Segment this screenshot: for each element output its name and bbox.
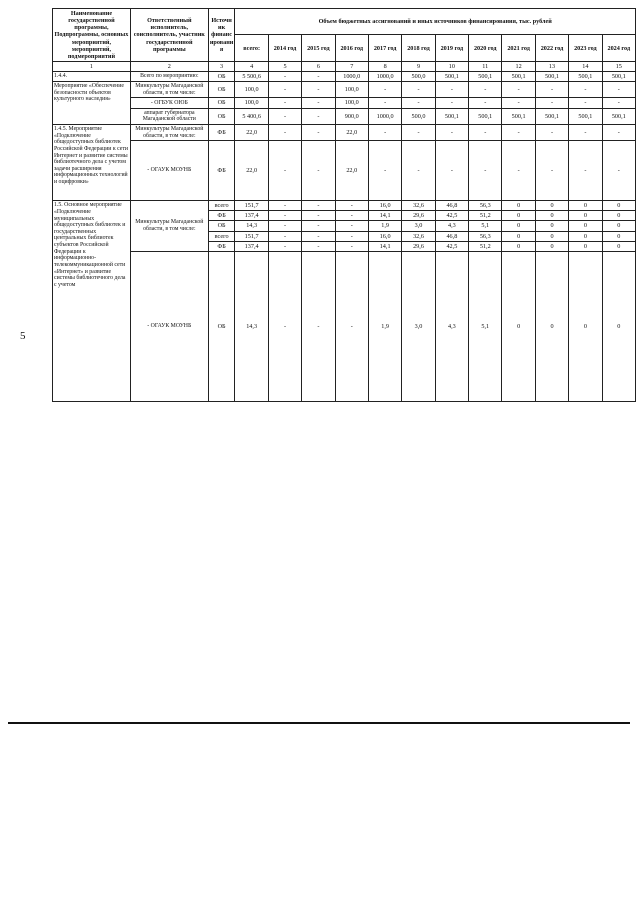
value-cell: 500,1 <box>569 108 602 124</box>
row-source: ОБ <box>208 82 235 98</box>
value-cell: - <box>502 124 535 140</box>
value-cell: 42,5 <box>435 211 468 221</box>
value-cell: - <box>402 124 435 140</box>
row-responsible: - ОГАУК МОУНБ <box>130 141 208 201</box>
value-cell: - <box>502 141 535 201</box>
value-cell: - <box>335 221 368 231</box>
row-code: 1.4.4. <box>53 72 131 82</box>
funding-table-container <box>52 8 636 402</box>
value-cell: 14,3 <box>235 251 268 401</box>
value-cell: - <box>368 124 401 140</box>
header-source: Источник финансирования <box>208 9 235 62</box>
value-cell: - <box>302 108 335 124</box>
header-row <box>53 9 636 35</box>
value-cell: - <box>302 211 335 221</box>
value-cell: 0 <box>569 241 602 251</box>
value-cell: - <box>435 141 468 201</box>
value-cell: 16,0 <box>368 201 401 211</box>
value-cell: 0 <box>535 231 568 241</box>
header-funding: Объем бюджетных ассигнований и иных источников финансирования, тыс. рублей <box>235 9 636 35</box>
row-responsible: - ОГБУК ОЮБ <box>130 98 208 108</box>
value-cell: - <box>535 141 568 201</box>
value-cell: 100,0 <box>335 98 368 108</box>
value-cell: 5,1 <box>469 221 502 231</box>
value-cell: 137,4 <box>235 211 268 221</box>
table-row <box>53 72 636 82</box>
table-row <box>53 251 636 401</box>
column-number: 3 <box>208 61 235 71</box>
value-cell: - <box>268 141 301 201</box>
value-cell: 5,1 <box>469 251 502 401</box>
row-name: Мероприятие «Обеспечение безопасности объектов культурного наследия» <box>53 82 131 125</box>
value-cell: 22,0 <box>235 124 268 140</box>
row-source: ОБ <box>208 251 235 401</box>
value-cell: - <box>402 141 435 201</box>
value-cell: - <box>302 98 335 108</box>
value-cell: - <box>268 211 301 221</box>
row-source: ОБ <box>208 221 235 231</box>
row-name: 1.4.5. Мероприятие «Подключение общедоступных библиотек Российской Федерации к сети Интернет и развитие системы библиотечного дела с учетом задачи расширения информационных технологий и оцифровки» <box>53 124 131 200</box>
value-cell: 0 <box>502 241 535 251</box>
column-number: 1 <box>53 61 131 71</box>
value-cell: - <box>402 98 435 108</box>
table-row <box>53 98 636 108</box>
value-cell: 56,3 <box>469 231 502 241</box>
value-cell: 500,0 <box>402 108 435 124</box>
row-source: ФБ <box>208 241 235 251</box>
value-cell: - <box>535 124 568 140</box>
value-cell: - <box>268 82 301 98</box>
value-cell: 500,1 <box>435 72 468 82</box>
value-cell: - <box>535 98 568 108</box>
row-responsible: аппарат губернатора Магаданской области <box>130 108 208 124</box>
column-number: 4 <box>235 61 268 71</box>
value-cell: 0 <box>535 251 568 401</box>
value-cell: - <box>535 82 568 98</box>
row-responsible: Минкультуры Магаданской области, в том числе: <box>130 82 208 98</box>
header-year: 2016 год <box>335 35 368 61</box>
value-cell: 500,1 <box>602 108 635 124</box>
header-year: 2015 год <box>302 35 335 61</box>
value-cell: 151,7 <box>235 201 268 211</box>
value-cell: - <box>302 201 335 211</box>
value-cell: 0 <box>535 221 568 231</box>
column-number-row <box>53 61 636 71</box>
value-cell: - <box>302 241 335 251</box>
header-year: 2019 год <box>435 35 468 61</box>
value-cell: - <box>435 98 468 108</box>
row-responsible: - ОГАУК МОУНБ <box>130 251 208 401</box>
value-cell: 42,5 <box>435 241 468 251</box>
value-cell: 100,0 <box>335 82 368 98</box>
value-cell: - <box>435 82 468 98</box>
column-number: 11 <box>469 61 502 71</box>
value-cell: - <box>302 141 335 201</box>
column-number: 5 <box>268 61 301 71</box>
value-cell: 0 <box>535 201 568 211</box>
column-number: 10 <box>435 61 468 71</box>
value-cell: - <box>302 221 335 231</box>
value-cell: - <box>469 82 502 98</box>
column-number: 14 <box>569 61 602 71</box>
row-responsible: Минкультуры Магаданской области, в том числе: <box>130 124 208 140</box>
value-cell: 151,7 <box>235 231 268 241</box>
value-cell: 0 <box>569 211 602 221</box>
row-source: ФБ <box>208 211 235 221</box>
value-cell: 500,1 <box>502 72 535 82</box>
value-cell: 0 <box>602 231 635 241</box>
value-cell: 500,1 <box>435 108 468 124</box>
value-cell: 4,3 <box>435 251 468 401</box>
page-number: 5 <box>20 330 26 342</box>
value-cell: - <box>569 82 602 98</box>
value-cell: - <box>302 82 335 98</box>
header-year: 2017 год <box>368 35 401 61</box>
value-cell: 0 <box>502 231 535 241</box>
value-cell: 0 <box>502 221 535 231</box>
value-cell: 0 <box>602 211 635 221</box>
header-year: 2018 год <box>402 35 435 61</box>
value-cell: 1000,0 <box>368 108 401 124</box>
value-cell: 100,0 <box>235 98 268 108</box>
row-source: всего <box>208 231 235 241</box>
value-cell: 0 <box>602 241 635 251</box>
value-cell: - <box>602 82 635 98</box>
header-total: всего: <box>235 35 268 61</box>
value-cell: 32,6 <box>402 201 435 211</box>
value-cell: 51,2 <box>469 241 502 251</box>
value-cell: 3,0 <box>402 251 435 401</box>
column-number: 7 <box>335 61 368 71</box>
value-cell: 0 <box>602 221 635 231</box>
funding-table <box>52 8 636 402</box>
value-cell: - <box>302 251 335 401</box>
table-row <box>53 201 636 211</box>
header-year: 2023 год <box>569 35 602 61</box>
column-number: 2 <box>130 61 208 71</box>
value-cell: 137,4 <box>235 241 268 251</box>
value-cell: 500,0 <box>402 72 435 82</box>
row-source: ОБ <box>208 72 235 82</box>
value-cell: 29,6 <box>402 211 435 221</box>
value-cell: - <box>302 231 335 241</box>
value-cell: 500,1 <box>535 72 568 82</box>
value-cell: - <box>302 124 335 140</box>
value-cell: 0 <box>569 201 602 211</box>
table-row <box>53 141 636 201</box>
value-cell: 14,3 <box>235 221 268 231</box>
column-number: 12 <box>502 61 535 71</box>
value-cell: - <box>569 124 602 140</box>
value-cell: - <box>368 141 401 201</box>
value-cell: 500,1 <box>469 72 502 82</box>
value-cell: 46,8 <box>435 231 468 241</box>
value-cell: - <box>268 221 301 231</box>
value-cell: 0 <box>569 231 602 241</box>
value-cell: 1000,0 <box>368 72 401 82</box>
value-cell: 0 <box>535 211 568 221</box>
value-cell: 14,1 <box>368 211 401 221</box>
header-name: Наименование государственной программы, Подпрограммы, основных мероприятий, мероприятий, подмероприятий <box>53 9 131 62</box>
value-cell: 100,0 <box>235 82 268 98</box>
value-cell: 0 <box>502 251 535 401</box>
value-cell: 500,1 <box>602 72 635 82</box>
value-cell: - <box>602 98 635 108</box>
value-cell: - <box>268 241 301 251</box>
value-cell: - <box>469 141 502 201</box>
value-cell: 500,1 <box>569 72 602 82</box>
column-number: 6 <box>302 61 335 71</box>
value-cell: - <box>268 201 301 211</box>
value-cell: - <box>368 98 401 108</box>
value-cell: 46,8 <box>435 201 468 211</box>
value-cell: 0 <box>502 201 535 211</box>
value-cell: - <box>268 231 301 241</box>
table-body <box>53 72 636 402</box>
row-source: ФБ <box>208 124 235 140</box>
row-responsible: Всего по мероприятию: <box>130 72 208 82</box>
header-year: 2020 год <box>469 35 502 61</box>
row-name: 1.5. Основное мероприятие «Подключение муниципальных общедоступных библиотек и государственных центральных библиотек субъектов Российской Федерации к информационно-телекоммуникационной сети «Интернет» и развитие системы библиотечного дела с учетом <box>53 201 131 402</box>
value-cell: 51,2 <box>469 211 502 221</box>
row-source: всего <box>208 201 235 211</box>
value-cell: 16,0 <box>368 231 401 241</box>
column-number: 9 <box>402 61 435 71</box>
value-cell: - <box>302 72 335 82</box>
value-cell: 0 <box>502 211 535 221</box>
value-cell: - <box>502 98 535 108</box>
column-number: 8 <box>368 61 401 71</box>
value-cell: - <box>335 201 368 211</box>
column-number: 13 <box>535 61 568 71</box>
value-cell: - <box>469 124 502 140</box>
value-cell: - <box>268 251 301 401</box>
value-cell: - <box>268 124 301 140</box>
value-cell: - <box>268 108 301 124</box>
row-source: ОБ <box>208 108 235 124</box>
table-row <box>53 124 636 140</box>
value-cell: - <box>268 72 301 82</box>
row-responsible: Минкультуры Магаданской области, в том числе: <box>130 201 208 252</box>
row-source: ОБ <box>208 98 235 108</box>
value-cell: - <box>268 98 301 108</box>
value-cell: 0 <box>569 251 602 401</box>
header-year: 2014 год <box>268 35 301 61</box>
value-cell: 5 500,6 <box>235 72 268 82</box>
value-cell: - <box>569 141 602 201</box>
value-cell: - <box>469 98 502 108</box>
value-cell: 22,0 <box>235 141 268 201</box>
value-cell: - <box>335 211 368 221</box>
header-year: 2021 год <box>502 35 535 61</box>
value-cell: 29,6 <box>402 241 435 251</box>
value-cell: 1,9 <box>368 221 401 231</box>
header-responsible: Ответственный исполнитель, соисполнитель, участник государственной программы <box>130 9 208 62</box>
table-row <box>53 82 636 98</box>
value-cell: - <box>435 124 468 140</box>
value-cell: 5 400,6 <box>235 108 268 124</box>
page-divider-line <box>8 722 630 724</box>
value-cell: 500,1 <box>469 108 502 124</box>
value-cell: 3,0 <box>402 221 435 231</box>
value-cell: 32,6 <box>402 231 435 241</box>
value-cell: 0 <box>569 221 602 231</box>
value-cell: - <box>602 124 635 140</box>
value-cell: 14,1 <box>368 241 401 251</box>
value-cell: - <box>569 98 602 108</box>
table-row <box>53 108 636 124</box>
value-cell: - <box>502 82 535 98</box>
value-cell: - <box>335 231 368 241</box>
value-cell: 0 <box>602 201 635 211</box>
value-cell: 22,0 <box>335 141 368 201</box>
value-cell: 0 <box>602 251 635 401</box>
value-cell: 500,1 <box>535 108 568 124</box>
value-cell: 4,3 <box>435 221 468 231</box>
value-cell: 900,0 <box>335 108 368 124</box>
value-cell: 1,9 <box>368 251 401 401</box>
row-source: ФБ <box>208 141 235 201</box>
value-cell: 500,1 <box>502 108 535 124</box>
header-year: 2024 год <box>602 35 635 61</box>
column-number: 15 <box>602 61 635 71</box>
value-cell: 1000,0 <box>335 72 368 82</box>
value-cell: - <box>368 82 401 98</box>
value-cell: - <box>335 241 368 251</box>
value-cell: 22,0 <box>335 124 368 140</box>
value-cell: 0 <box>535 241 568 251</box>
value-cell: - <box>335 251 368 401</box>
value-cell: - <box>602 141 635 201</box>
value-cell: - <box>402 82 435 98</box>
header-year: 2022 год <box>535 35 568 61</box>
value-cell: 56,3 <box>469 201 502 211</box>
